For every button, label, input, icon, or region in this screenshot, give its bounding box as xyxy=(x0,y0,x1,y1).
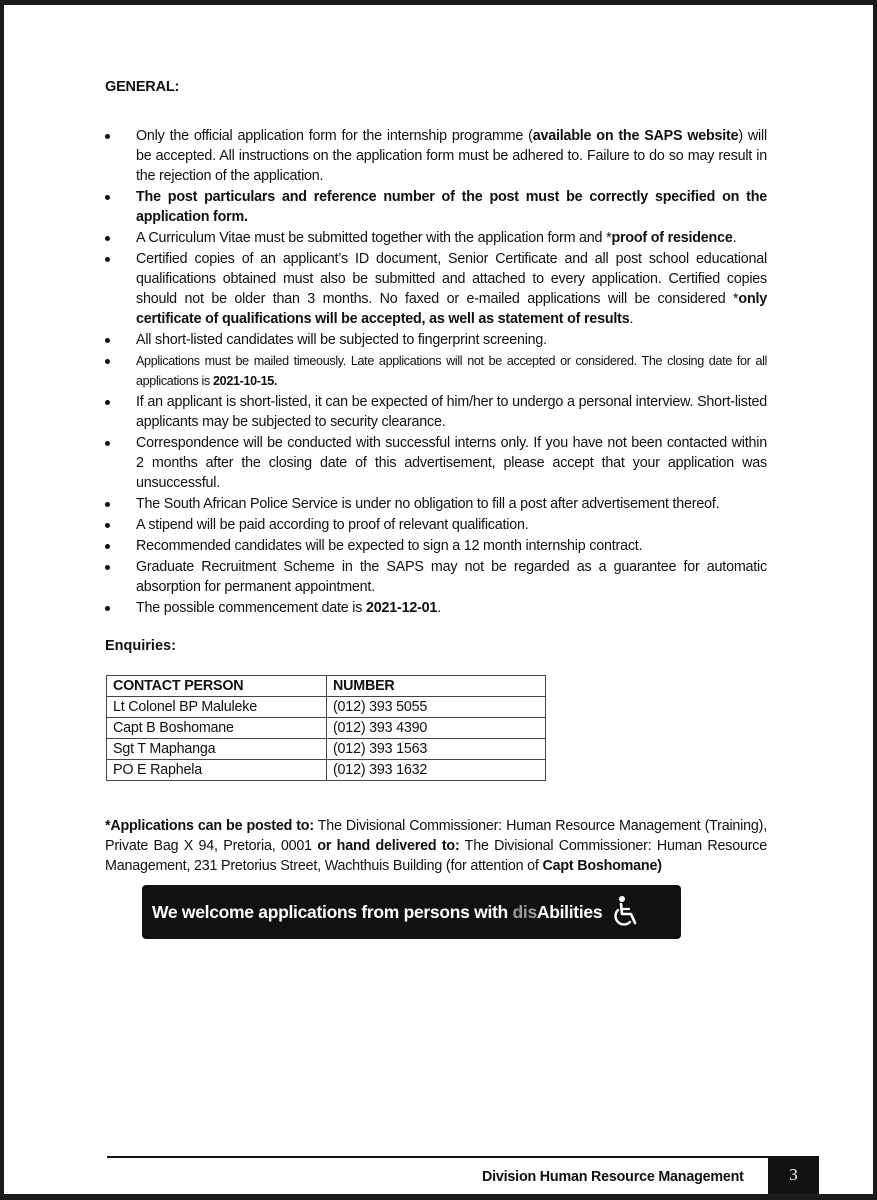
postal-text: Capt Boshomane) xyxy=(542,858,662,875)
bullet-dot-icon xyxy=(105,359,110,364)
list-item-text: If an applicant is short-listed, it can be expected of him/her to undergo a personal interview. Short-listed applicants may be subjected to security clearance. xyxy=(136,394,767,430)
contact-number: (012) 393 5055 xyxy=(327,697,546,718)
list-item xyxy=(105,351,767,391)
list-item xyxy=(105,536,767,556)
contact-number: (012) 393 1632 xyxy=(327,760,546,781)
postal-text: *Applications can be posted to: xyxy=(105,818,314,835)
list-item xyxy=(105,228,767,248)
postal-text: or hand delivered to: xyxy=(317,838,460,855)
list-item xyxy=(105,598,767,618)
list-item-text: . xyxy=(629,311,634,327)
bullet-dot-icon xyxy=(105,606,110,611)
list-item-text: The post particulars and reference number of the post must be correctly specified on the application form. xyxy=(136,189,767,225)
list-item-text: A Curriculum Vitae must be submitted together with the application form and * xyxy=(136,230,612,246)
list-item-text: 2021-10-15. xyxy=(213,374,278,388)
list-item-text: Certified copies of an applicant’s ID document, Senior Certificate and all post school educational qualifications obtained must also be submitted and attached to every application. Certified copies should not be older than 3 months. No faxed or e-mailed applications will be considered * xyxy=(136,251,767,307)
contacts-table xyxy=(106,675,546,781)
bullet-dot-icon xyxy=(105,565,110,570)
table-row xyxy=(107,760,546,781)
list-item xyxy=(105,494,767,514)
contact-name: Lt Colonel BP Maluleke xyxy=(107,697,327,718)
contact-name: PO E Raphela xyxy=(107,760,327,781)
list-item-text: ) will be accepted. All instructions on the application form must be adhered to. Failure to do so may result in the rejection of the application. xyxy=(136,128,767,184)
bullet-dot-icon xyxy=(105,523,110,528)
list-item-text: All short-listed candidates will be subjected to fingerprint screening. xyxy=(136,332,547,348)
table-row xyxy=(107,718,546,739)
column-header-number: NUMBER xyxy=(327,676,546,697)
contact-number: (012) 393 4390 xyxy=(327,718,546,739)
table-row xyxy=(107,697,546,718)
list-item-text: The possible commencement date is xyxy=(136,600,367,616)
contact-name: Capt B Boshomane xyxy=(107,718,327,739)
list-item xyxy=(105,557,767,597)
bullet-dot-icon xyxy=(105,195,110,200)
requirements-list xyxy=(105,126,767,618)
enquiries-heading: Enquiries: xyxy=(105,638,176,654)
list-item xyxy=(105,249,767,329)
footer-division: Division Human Resource Management xyxy=(482,1169,744,1185)
list-item-text: The South African Police Service is under no obligation to fill a post after advertisement thereof. xyxy=(136,496,720,512)
list-item xyxy=(105,126,767,186)
postal-instructions xyxy=(105,816,767,876)
banner-text: We welcome applications from persons with disAbilities xyxy=(152,901,603,922)
disabilities-banner xyxy=(142,885,681,939)
list-item xyxy=(105,330,767,350)
list-item xyxy=(105,433,767,493)
list-item-text: . xyxy=(732,230,737,246)
banner-highlight: dis xyxy=(512,901,537,922)
list-item-text: only certificate of qualifications will be accepted, as well as statement of results xyxy=(136,291,767,327)
list-item-text: 2021-12-01 xyxy=(366,600,438,616)
wheelchair-icon xyxy=(610,895,640,929)
column-header-contact-person: CONTACT PERSON xyxy=(107,676,327,697)
list-item-text: available on the SAPS website xyxy=(532,128,739,144)
footer-rule xyxy=(107,1156,819,1158)
general-heading: GENERAL: xyxy=(105,79,180,95)
list-item-text: Applications must be mailed timeously. Late applications will not be accepted or considered. The closing date for all applications is xyxy=(136,354,767,388)
list-item-text: Recommended candidates will be expected to sign a 12 month internship contract. xyxy=(136,538,643,554)
table-row xyxy=(107,739,546,760)
contact-name: Sgt T Maphanga xyxy=(107,739,327,760)
bullet-dot-icon xyxy=(105,441,110,446)
list-item-text: Correspondence will be conducted with successful interns only. If you have not been contacted within 2 months after the closing date of this advertisement, please accept that your application was unsuccessful. xyxy=(136,435,767,491)
list-item xyxy=(105,515,767,535)
page-number: 3 xyxy=(768,1157,819,1194)
contacts-header-row xyxy=(107,676,546,697)
list-item-text: . xyxy=(437,600,441,616)
list-item-text: Only the official application form for the internship programme ( xyxy=(136,128,533,144)
bullet-dot-icon xyxy=(105,134,110,139)
list-item-text: A stipend will be paid according to proof of relevant qualification. xyxy=(136,517,529,533)
bullet-dot-icon xyxy=(105,338,110,343)
list-item xyxy=(105,392,767,432)
postal-text: The Divisional Commissioner: Human Resource Management, 231 Pretorius Street, Wachthuis Building (for attention of xyxy=(105,838,768,875)
bullet-dot-icon xyxy=(105,257,110,262)
list-item-text: proof of residence xyxy=(611,230,733,246)
list-item-text: Graduate Recruitment Scheme in the SAPS may not be regarded as a guarantee for automatic absorption for permanent appointment. xyxy=(136,559,767,595)
bullet-dot-icon xyxy=(105,544,110,549)
general-section xyxy=(105,77,767,619)
bullet-dot-icon xyxy=(105,502,110,507)
list-item xyxy=(105,187,767,227)
contact-number: (012) 393 1563 xyxy=(327,739,546,760)
bullet-dot-icon xyxy=(105,236,110,241)
postal-text: The Divisional Commissioner: Human Resource Management (Training), Private Bag X 94, Pretoria, 0001 xyxy=(105,818,767,855)
bullet-dot-icon xyxy=(105,400,110,405)
